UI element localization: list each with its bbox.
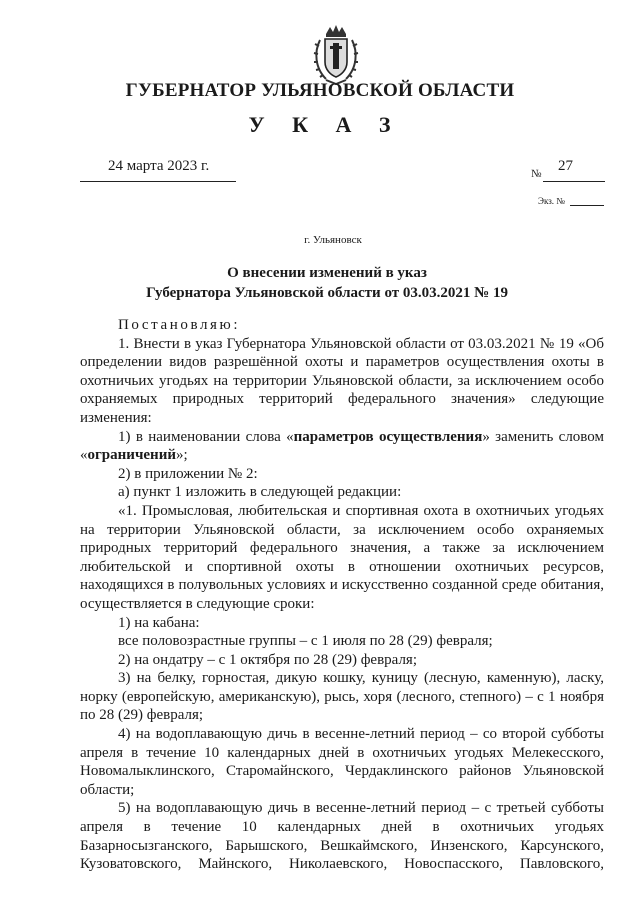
ulyanovsk-coat-of-arms-icon [312, 24, 360, 88]
paragraph-4: а) пункт 1 изложить в следующей редакции: [118, 484, 402, 501]
decree-number: 27 [558, 158, 573, 174]
paragraph-3: 2) в приложении № 2: [118, 465, 258, 482]
paragraph-2-part-a: 1) в наименовании слова « [118, 428, 294, 445]
paragraph-1: 1. Внести в указ Губернатора Ульяновской области от 03.03.2021 № 19 «Об определении видов разрешённой охоты и параметров осуществления охоты в охотничьих угодьях на территории Ульяновской области, за исключением особо охраняемых природных территорий федерального значения» следующие изменения: [80, 335, 604, 426]
copy-number-label: Экз. № [538, 196, 565, 206]
document-body [80, 316, 604, 874]
title-line-1: О внесении изменений в указ [227, 265, 427, 281]
number-sign: № [531, 168, 542, 180]
document-type: У К А З [248, 112, 402, 137]
paragraph-2 [80, 428, 604, 465]
paragraph-11: 5) на водоплавающую дичь в весенне-летний период – с третьей субботы апреля в течение 10 календарных дней в охотничьих угодьях Базарносызганского, Барышского, Вешкаймского, Инзенского, Карсунского, Кузоватовского, Майнского, Николаевского, Новоспасского, Павловского, [80, 800, 604, 873]
city: г. Ульяновск [304, 234, 362, 246]
paragraph-2-part-c: » заменить словом « [80, 428, 604, 464]
paragraph-2-bold-d: ограничений [87, 447, 176, 464]
paragraph-2-part-e: »; [175, 447, 188, 464]
title-line-2: Губернатора Ульяновской области от 03.03.2021 № 19 [146, 285, 508, 301]
paragraph-2-bold-a: параметров осуществления [293, 428, 483, 445]
paragraph-6: 1) на кабана: [118, 614, 200, 631]
organization-title: ГУБЕРНАТОР УЛЬЯНОВСКОЙ ОБЛАСТИ [125, 80, 515, 101]
decree-word: Постановляю: [118, 317, 241, 333]
paragraph-5: «1. Промысловая, любительская и спортивная охота в охотничьих угодьях на территории Ульяновской области, за исключением особо охраняемых природных территорий федерального значения, а также за исключением любительской и спортивной охоты в отношении охотничьих ресурсов, находящихся в полувольных условиях и искусственно созданной среде обитания, осуществляется в следующие сроки: [80, 502, 604, 612]
paragraph-8: 2) на ондатру – с 1 октября по 28 (29) февраля; [118, 651, 418, 668]
number-underline [543, 181, 605, 182]
decree-date: 24 марта 2023 г. [108, 158, 210, 174]
paragraph-9: 3) на белку, горностая, дикую кошку, куницу (лесную, каменную), ласку, норку (европейскую, американскую), рысь, хоря (лесного, степного) – с 1 ноября по 28 (29) февраля; [80, 670, 604, 724]
paragraph-10: 4) на водоплавающую дичь в весенне-летний период – со второй субботы апреля в течение 10 календарных дней в охотничьих угодьях Мелекесского, Новомалыклинского, Старомайнского, Чердаклинского районов Ульяновской области; [80, 726, 604, 798]
date-underline [80, 181, 236, 182]
document-title [0, 263, 640, 303]
copy-number-underline [570, 205, 604, 206]
paragraph-7: все половозрастные группы – с 1 июля по 28 (29) февраля; [118, 633, 493, 650]
